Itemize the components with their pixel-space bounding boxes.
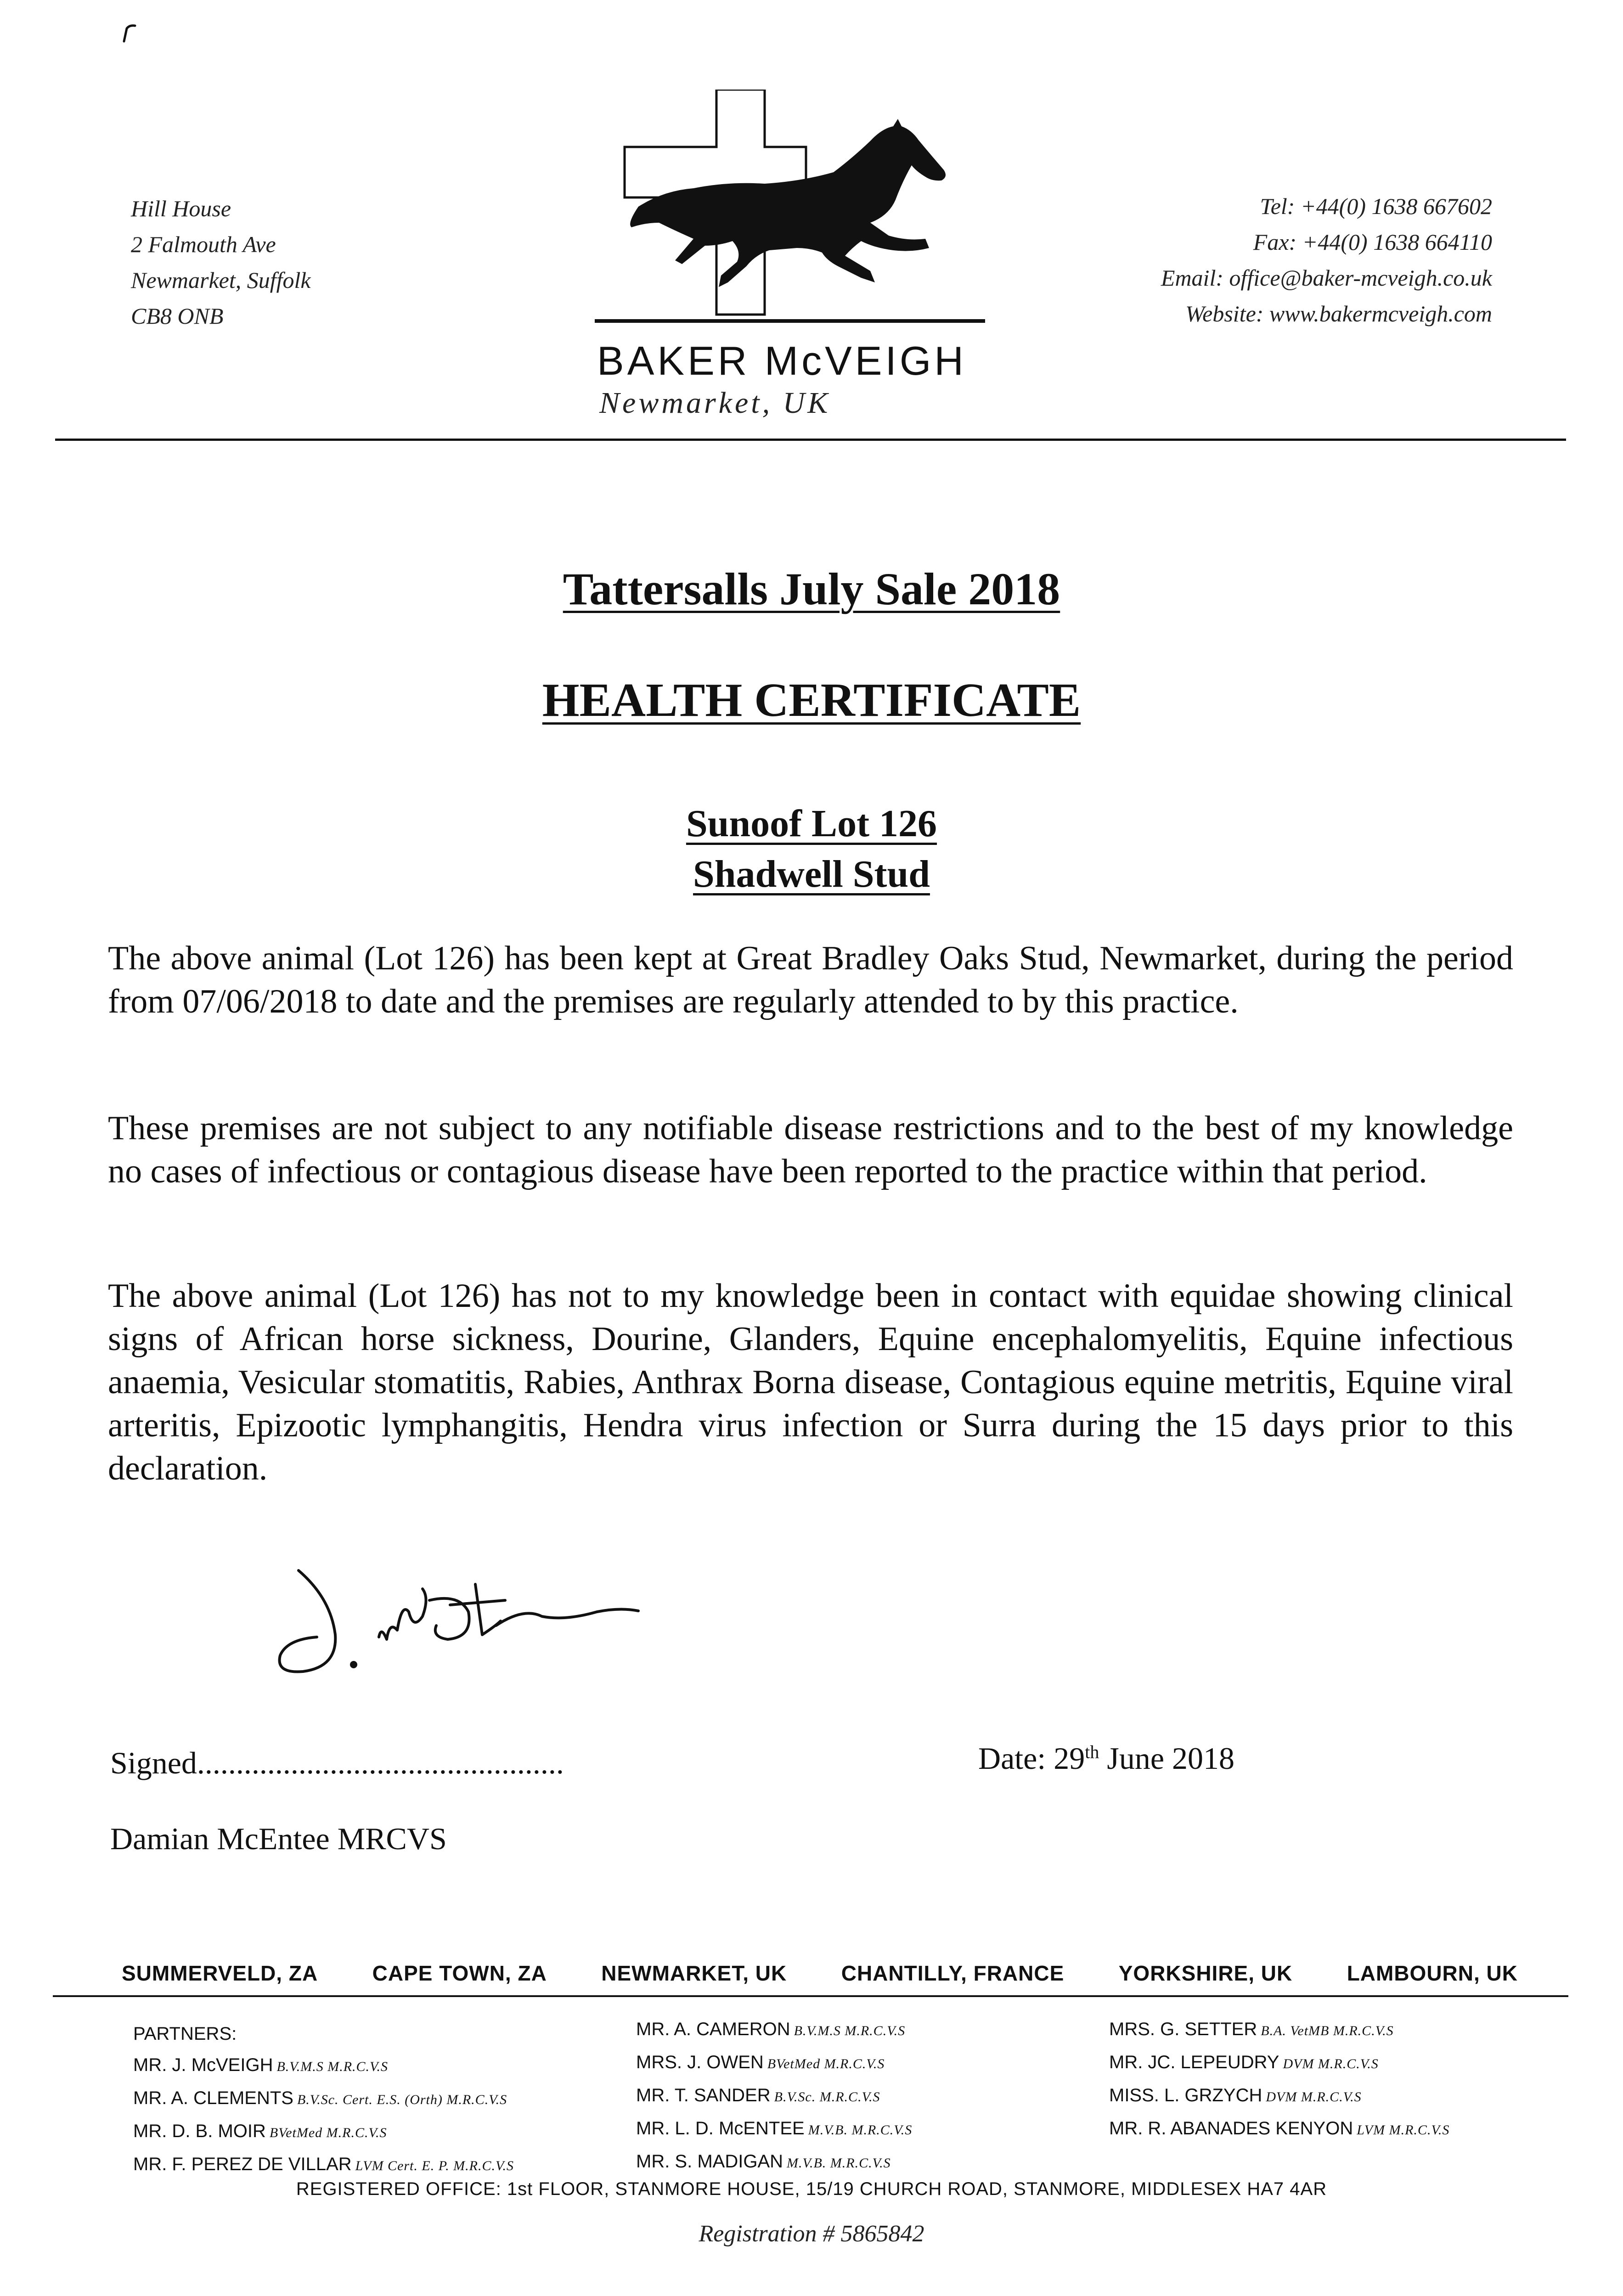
partners-column-1 [133, 2018, 638, 2182]
partner-qualifications: BVetMed M.R.C.V.S [767, 2056, 885, 2071]
partner-name: MR. D. B. MOIR [133, 2121, 266, 2141]
partners-label: PARTNERS: [133, 2024, 237, 2044]
partner-qualifications: B.V.M.S M.R.C.V.S [276, 2059, 389, 2074]
partner-qualifications: DVM M.R.C.V.S [1266, 2089, 1362, 2105]
date-suffix-sup: th [1085, 1741, 1099, 1762]
partner-qualifications: M.V.B. M.R.C.V.S [787, 2155, 891, 2171]
location-item: NEWMARKET, UK [601, 1961, 787, 1985]
partner-name: MRS. G. SETTER [1109, 2019, 1257, 2039]
partners-column-2 [636, 2014, 1095, 2179]
date-prefix: Date: 29 [978, 1741, 1085, 1776]
partner-name: MR. F. PEREZ DE VILLAR [133, 2154, 352, 2174]
partner-qualifications: B.A. VetMB M.R.C.V.S [1261, 2023, 1394, 2038]
partner-entry [636, 2047, 1095, 2080]
location-item: SUMMERVELD, ZA [122, 1961, 318, 1985]
phone-number: Tel: +44(0) 1638 667602 [1260, 193, 1492, 219]
address-line: Hill House [131, 196, 231, 221]
partner-entry [133, 2082, 638, 2116]
partner-entry [133, 2116, 638, 2149]
partner-name: MR. A. CLEMENTS [133, 2088, 293, 2108]
location-item: CHANTILLY, FRANCE [841, 1961, 1065, 1985]
partner-qualifications: M.V.B. M.R.C.V.S [808, 2122, 913, 2138]
date-month-year: June 2018 [1099, 1741, 1235, 1776]
partner-qualifications: DVM M.R.C.V.S [1283, 2056, 1379, 2071]
partner-qualifications: BVetMed M.R.C.V.S [269, 2125, 387, 2140]
signature-dots: ............................................... [197, 1745, 564, 1780]
partner-qualifications: LVM M.R.C.V.S [1357, 2122, 1450, 2138]
sale-title: Tattersalls July Sale 2018 [563, 563, 1060, 614]
partner-name: MR. J. McVEIGH [133, 2055, 273, 2075]
partner-qualifications: B.V.Sc. M.R.C.V.S [774, 2089, 880, 2105]
handwritten-signature [266, 1557, 666, 1694]
partner-qualifications: B.V.Sc. Cert. E.S. (Orth) M.R.C.V.S [297, 2092, 507, 2107]
partner-name: MISS. L. GRZYCH [1109, 2085, 1262, 2105]
address-line: Newmarket, Suffolk [131, 267, 311, 293]
brand-name: BAKER McVEIGH [597, 338, 967, 383]
brand-location: Newmarket, UK [599, 386, 831, 420]
partner-entry [636, 2080, 1095, 2113]
certificate-title: HEALTH CERTIFICATE [542, 674, 1081, 726]
partner-entry [1109, 2113, 1614, 2146]
partner-qualifications: B.V.M.S M.R.C.V.S [794, 2023, 906, 2038]
location-item: LAMBOURN, UK [1347, 1961, 1518, 1985]
horse-cross-logo [595, 90, 985, 333]
partner-name: MR. T. SANDER [636, 2085, 771, 2105]
paragraph-premises: The above animal (Lot 126) has been kept at Great Bradley Oaks Stud, Newmarket, during the period from 07/06/2018 to date and the premises are regularly attended to by this practice. [108, 940, 1513, 1020]
location-item: CAPE TOWN, ZA [372, 1961, 547, 1985]
partner-entry [636, 2113, 1095, 2146]
registered-office: REGISTERED OFFICE: 1st FLOOR, STANMORE HOUSE, 15/19 CHURCH ROAD, STANMORE, MIDDLESEX HA7 4AR [296, 2179, 1327, 2199]
footer-divider [53, 1995, 1568, 1997]
website: Website: www.bakermcveigh.com [1185, 301, 1492, 326]
company-contact [987, 188, 1492, 332]
signed-label: Signed [110, 1745, 197, 1780]
partner-entry [133, 2049, 638, 2082]
partner-entry [1109, 2080, 1614, 2113]
partner-entry [636, 2146, 1095, 2179]
address-line: CB8 ONB [131, 303, 224, 329]
letterhead-divider [55, 439, 1566, 441]
partner-entry [133, 2149, 638, 2182]
partner-name: MRS. J. OWEN [636, 2052, 764, 2072]
signer-name: Damian McEntee MRCVS [110, 1821, 447, 1856]
partner-name: MR. L. D. McENTEE [636, 2118, 805, 2138]
fax-number: Fax: +44(0) 1638 664110 [1253, 229, 1492, 255]
signature-date [978, 1740, 1392, 1777]
partner-entry [1109, 2047, 1614, 2080]
location-item: YORKSHIRE, UK [1118, 1961, 1293, 1985]
partner-entry [1109, 2014, 1614, 2047]
email-address: Email: office@baker-mcveigh.co.uk [1161, 265, 1492, 291]
address-line: 2 Falmouth Ave [131, 231, 276, 257]
partner-name: MR. JC. LEPEUDRY [1109, 2052, 1279, 2072]
partner-name: MR. A. CAMERON [636, 2019, 790, 2039]
company-address [131, 191, 452, 334]
partner-qualifications: LVM Cert. E. P. M.R.C.V.S [355, 2158, 514, 2173]
partner-name: MR. S. MADIGAN [636, 2151, 783, 2172]
signed-line [110, 1745, 753, 1781]
partner-name: MR. R. ABANADES KENYON [1109, 2118, 1353, 2138]
registration-number: Registration # 5865842 [699, 2221, 924, 2247]
paragraph-contact-declaration: The above animal (Lot 126) has not to my knowledge been in contact with equidae showing clinical signs of African horse sickness, Dourine, Glanders, Equine encephalomyelitis, Equine infectious anaemia, Vesicular stomatitis, Rabies, Anthrax Borna disease, Contagious equine metritis, Equine viral arteritis, Epizootic lymphangitis, Hendra virus infection or Surra during the 15 days prior to this declaration. [108, 1277, 1513, 1487]
paragraph-restrictions: These premises are not subject to any notifiable disease restrictions and to the best of my knowledge no cases of infectious or contagious disease have been reported to the practice within that period. [108, 1109, 1513, 1190]
partner-entry [636, 2014, 1095, 2047]
stray-pen-mark [115, 18, 142, 46]
lot-title: Sunoof Lot 126 [686, 802, 937, 845]
partners-column-3 [1109, 2014, 1614, 2146]
office-locations [122, 1961, 1518, 1986]
stud-title: Shadwell Stud [693, 853, 930, 895]
